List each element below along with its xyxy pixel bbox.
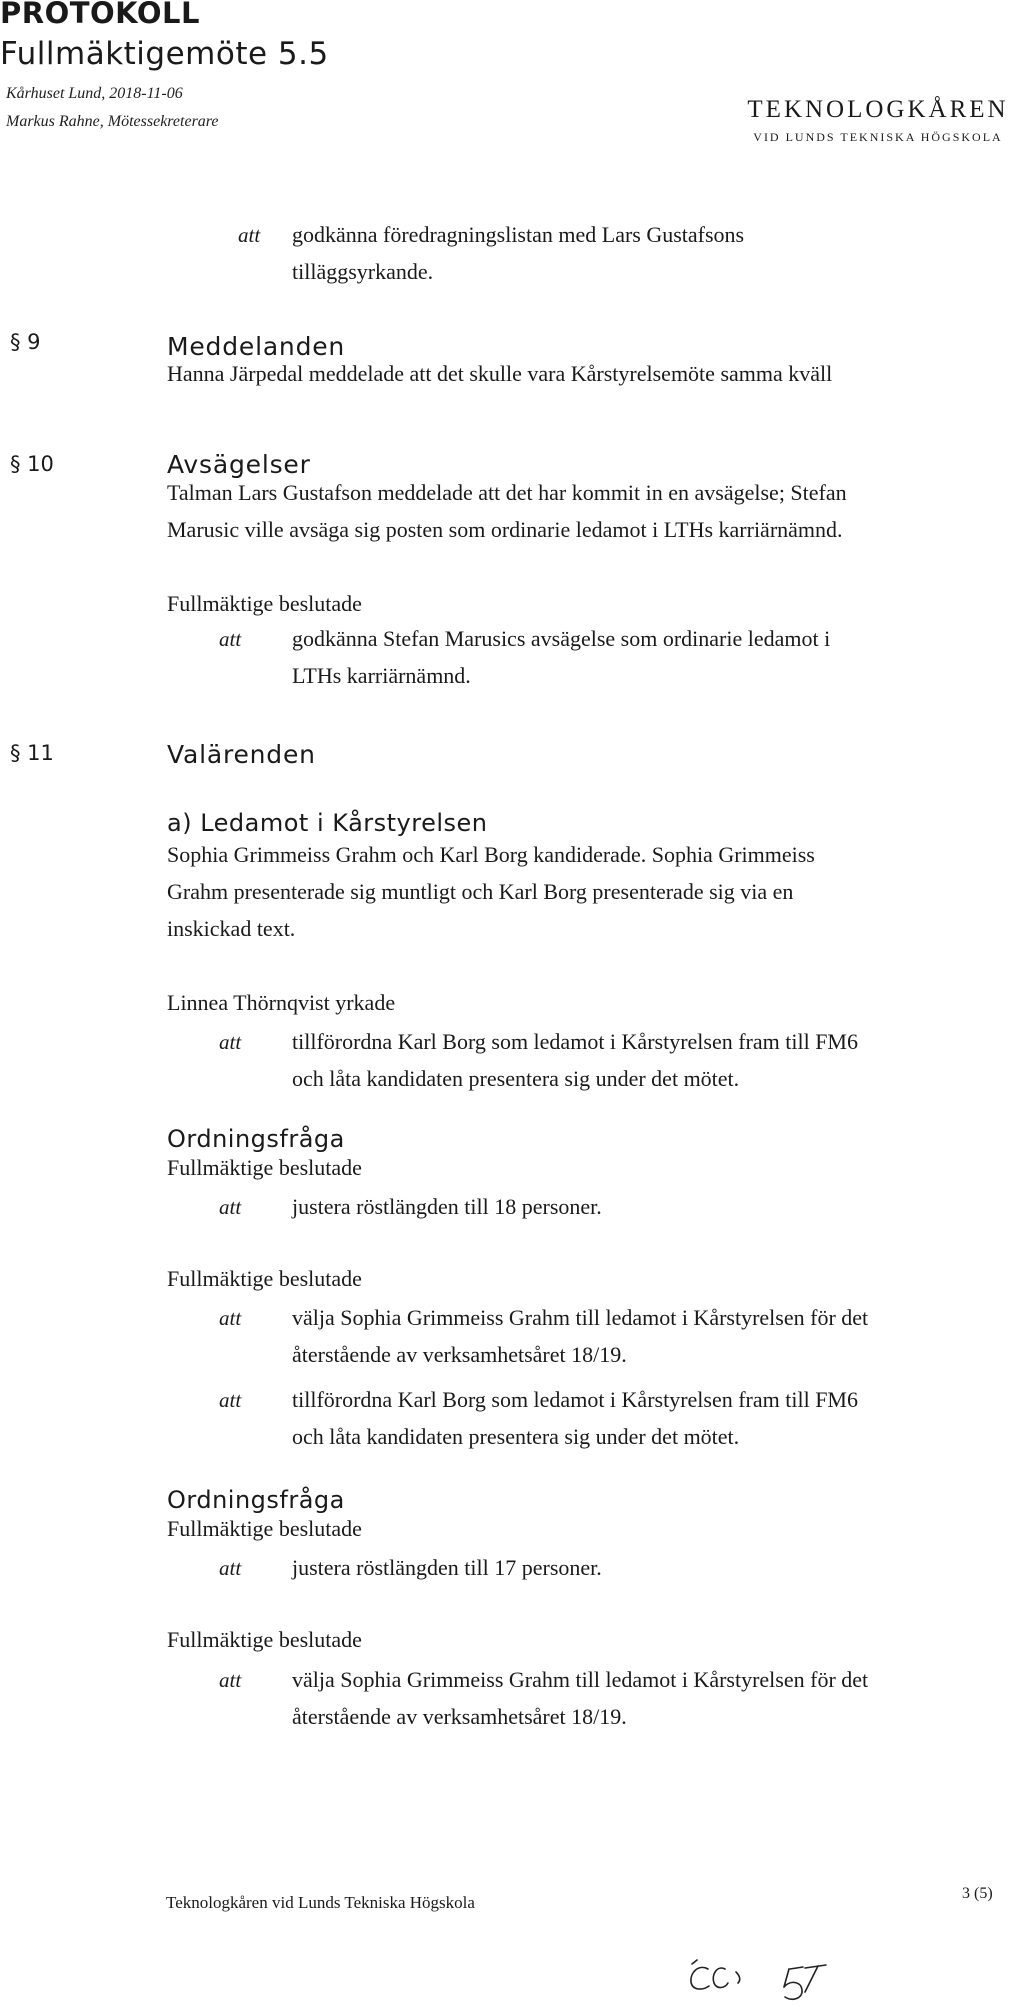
section-text: Hanna Järpedal meddelade att det skulle vara Kårstyrelsemöte samma kväll (167, 361, 833, 386)
att-label: att (238, 223, 261, 247)
decision-clause-line: och låta kandidaten presentera sig under det mötet. (292, 1424, 740, 1449)
handwritten-initials (0, 1950, 1024, 2007)
section-text-line: inskickad text. (167, 916, 296, 941)
section-number: § 10 (10, 452, 54, 476)
decision-clause-line: tillförordna Karl Borg som ledamot i Kårstyrelsen fram till FM6 (292, 1387, 858, 1412)
section-text-line: Sophia Grimmeiss Grahm och Karl Borg kandiderade. Sophia Grimmeiss (167, 842, 815, 867)
att-label: att (219, 1195, 242, 1219)
att-label: att (219, 1388, 242, 1412)
decision-clause-line: återstående av verksamhetsåret 18/19. (292, 1704, 627, 1729)
proposal-clause-line: och låta kandidaten presentera sig under det mötet. (292, 1066, 740, 1091)
section-number: § 9 (10, 330, 41, 354)
att-label: att (219, 1030, 242, 1054)
intro-clause-line: godkänna föredragningslistan med Lars Gustafsons (292, 222, 745, 247)
att-label: att (219, 1668, 242, 1692)
section-text-line: Marusic ville avsäga sig posten som ordinarie ledamot i LTHs karriärnämnd. (167, 517, 843, 542)
decision-intro: Fullmäktige beslutade (167, 1516, 362, 1541)
decision-clause-line: välja Sophia Grimmeiss Grahm till ledamot i Kårstyrelsen för det (292, 1305, 869, 1330)
document-subtitle: Fullmäktigemöte 5.5 (0, 36, 329, 72)
decision-intro: Fullmäktige beslutade (167, 1627, 362, 1652)
page-number: 3 (5) (962, 1885, 993, 1902)
section-text-line: Talman Lars Gustafson meddelade att det har kommit in en avsägelse; Stefan (167, 480, 847, 505)
section-heading: Valärenden (167, 740, 316, 769)
decision-intro: Fullmäktige beslutade (167, 591, 362, 616)
decision-clause-line: återstående av verksamhetsåret 18/19. (292, 1342, 627, 1367)
section-number: § 11 (10, 741, 54, 765)
section-text-line: Grahm presenterade sig muntligt och Karl Borg presenterade sig via en (167, 879, 794, 904)
proposal-clause-line: tillförordna Karl Borg som ledamot i Kårstyrelsen fram till FM6 (292, 1029, 858, 1054)
att-label: att (219, 1306, 242, 1330)
decision-clause-line: justera röstlängden till 17 personer. (292, 1555, 602, 1580)
att-label: att (219, 627, 242, 651)
att-label: att (219, 1556, 242, 1580)
order-question-heading: Ordningsfråga (167, 1125, 345, 1153)
author-line: Markus Rahne, Mötessekreterare (6, 113, 219, 130)
section-heading: Meddelanden (167, 332, 346, 361)
order-question-heading: Ordningsfråga (167, 1486, 345, 1514)
org-subtitle: VID LUNDS TEKNISKA HÖGSKOLA (753, 130, 1003, 144)
subsection-heading: a) Ledamot i Kårstyrelsen (167, 809, 488, 837)
decision-clause-line: LTHs karriärnämnd. (292, 663, 471, 688)
section-heading: Avsägelser (167, 450, 311, 479)
proposal-intro: Linnea Thörnqvist yrkade (167, 990, 396, 1015)
decision-clause-line: godkänna Stefan Marusics avsägelse som ordinarie ledamot i (292, 626, 831, 651)
place-date: Kårhuset Lund, 2018-11-06 (6, 85, 183, 102)
decision-clause-line: justera röstlängden till 18 personer. (292, 1194, 602, 1219)
decision-intro: Fullmäktige beslutade (167, 1155, 362, 1180)
decision-intro: Fullmäktige beslutade (167, 1266, 362, 1291)
footer-org: Teknologkåren vid Lunds Tekniska Högskola (166, 1893, 475, 1912)
document-title: PROTOKOLL (0, 0, 200, 30)
intro-clause-line: tilläggsyrkande. (292, 259, 434, 284)
org-name: TEKNOLOGKÅREN (747, 96, 1009, 123)
decision-clause-line: välja Sophia Grimmeiss Grahm till ledamot i Kårstyrelsen för det (292, 1667, 869, 1692)
